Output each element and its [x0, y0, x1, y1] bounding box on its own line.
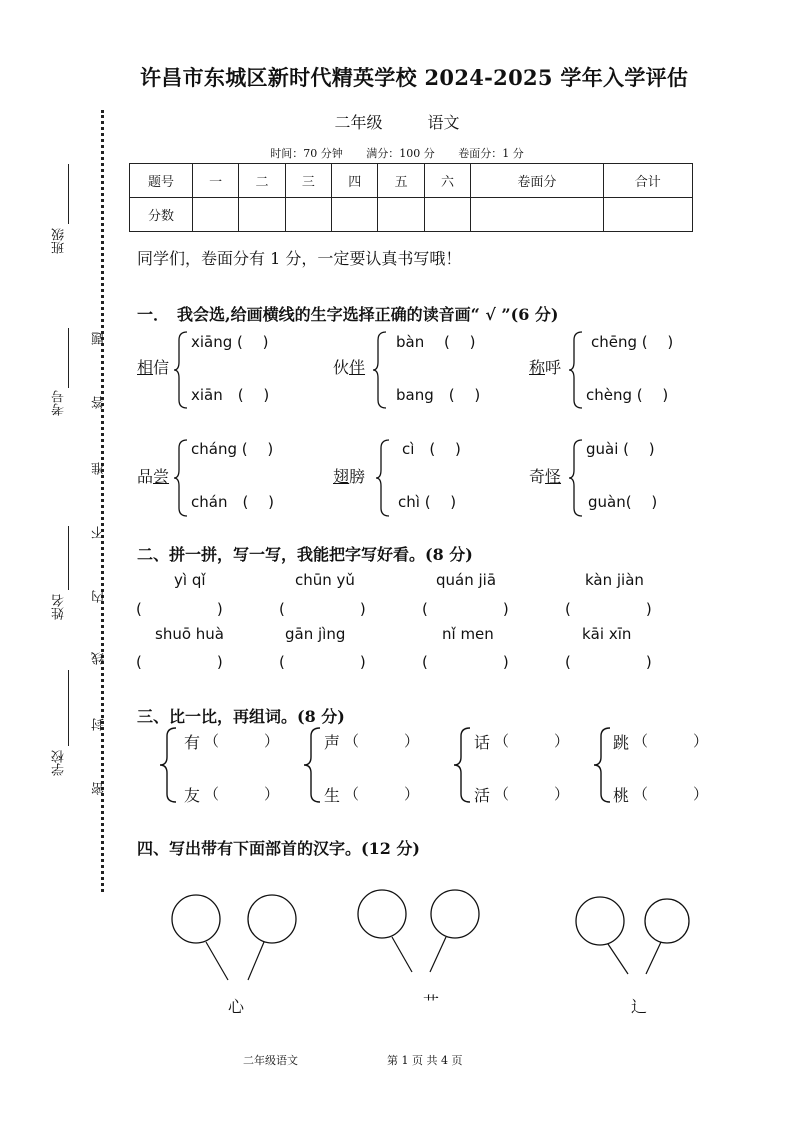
left-brace-icon	[568, 438, 584, 518]
score-cell: 题号	[130, 164, 193, 198]
score-table	[129, 163, 693, 232]
pinyin-option[interactable]: cháng ( )	[191, 440, 274, 458]
notice-text: 同学们，卷面分有 1 分，一定要认真书写哦！	[137, 249, 462, 268]
left-brace-icon	[173, 438, 189, 518]
answer-blank[interactable]: ( )	[565, 653, 652, 671]
radical-char: 辶	[631, 997, 648, 1016]
score-row-label: 分数	[130, 198, 193, 232]
radical-group-walk	[576, 897, 689, 974]
pinyin-option[interactable]: chán ( )	[191, 493, 274, 511]
radical-group-heart	[172, 895, 296, 980]
connector-line	[392, 937, 412, 972]
answer-blank[interactable]: （ ）	[204, 732, 280, 750]
score-table-score-row	[130, 198, 693, 232]
connector-line	[248, 942, 264, 980]
left-brace-icon	[173, 330, 189, 410]
answer-circle[interactable]	[576, 897, 624, 945]
score-input-cell[interactable]	[603, 198, 692, 232]
answer-blank[interactable]: （ ）	[494, 785, 570, 803]
seal-char: 内	[92, 590, 107, 603]
compare-char: 有	[184, 733, 201, 752]
score-cell: 三	[285, 164, 331, 198]
left-brace-icon	[452, 726, 472, 804]
margin-fill-line[interactable]	[68, 670, 69, 746]
seal-char: 线	[92, 652, 107, 665]
score-input-cell[interactable]	[378, 198, 424, 232]
compare-char: 生	[324, 786, 341, 805]
radical-char: 心	[228, 997, 245, 1016]
word-item: 相信	[137, 358, 170, 377]
exam-subtitle	[0, 110, 794, 133]
pinyin-option[interactable]: xiāng ( )	[191, 333, 269, 351]
answer-blank[interactable]: ( )	[565, 600, 652, 618]
answer-blank[interactable]: （ ）	[204, 785, 280, 803]
left-brace-icon	[592, 726, 612, 804]
margin-label-exam-number: 考号	[52, 390, 67, 416]
connector-line	[430, 937, 446, 972]
score-cell: 二	[239, 164, 285, 198]
pinyin-prompt: kāi xīn	[582, 625, 632, 643]
pinyin-option[interactable]: chèng ( )	[586, 386, 669, 404]
answer-circle[interactable]	[248, 895, 296, 943]
pinyin-option[interactable]: chì ( )	[398, 493, 457, 511]
left-brace-icon	[372, 330, 388, 410]
seal-char: 准	[92, 462, 107, 475]
score-cell: 四	[332, 164, 378, 198]
seal-char: 不	[92, 526, 107, 539]
answer-blank[interactable]: ( )	[136, 653, 223, 671]
word-item: 翅膀	[333, 467, 366, 486]
word-item: 称呼	[529, 358, 562, 377]
section4-title: 四、写出带有下面部首的汉字。(12 分)	[137, 839, 420, 858]
pinyin-option[interactable]: xiān ( )	[191, 386, 270, 404]
compare-char: 活	[474, 786, 491, 805]
margin-fill-line[interactable]	[68, 328, 69, 388]
pinyin-prompt: nǐ men	[442, 625, 494, 643]
subject-label: 语文	[427, 113, 460, 132]
word-item: 品尝	[137, 467, 170, 486]
score-cell: 五	[378, 164, 424, 198]
pinyin-option[interactable]: cì ( )	[402, 440, 461, 458]
pinyin-prompt: gān jìng	[285, 625, 346, 643]
seal-char: 答	[92, 396, 107, 409]
score-table-header-row	[130, 164, 693, 198]
answer-blank[interactable]: ( )	[422, 600, 509, 618]
answer-blank[interactable]: （ ）	[344, 785, 420, 803]
score-input-cell[interactable]	[424, 198, 470, 232]
exam-meta	[0, 145, 794, 161]
left-brace-icon	[568, 330, 584, 410]
pinyin-option[interactable]: chēng ( )	[591, 333, 674, 351]
answer-blank[interactable]: ( )	[136, 600, 223, 618]
compare-char: 友	[184, 786, 201, 805]
exam-title: 许昌市东城区新时代精英学校 2024-2025 学年入学评估	[140, 65, 689, 90]
answer-circle[interactable]	[172, 895, 220, 943]
score-cell: 六	[424, 164, 470, 198]
margin-fill-line[interactable]	[68, 526, 69, 590]
compare-char: 话	[474, 733, 491, 752]
left-brace-icon	[375, 438, 391, 518]
score-input-cell[interactable]	[239, 198, 285, 232]
answer-circle[interactable]	[645, 899, 689, 943]
answer-blank[interactable]: （ ）	[344, 732, 420, 750]
score-cell: 一	[193, 164, 239, 198]
section1-title: 一． 我会选,给画横线的生字选择正确的读音画“ √ ”(6 分)	[137, 305, 559, 324]
pinyin-prompt: quán jiā	[436, 571, 497, 589]
footer-page-number: 第 1 页 共 4 页	[387, 1054, 463, 1067]
meta-full-score: 满分：100 分	[366, 147, 435, 160]
margin-label-name: 姓名	[52, 594, 67, 620]
answer-circle[interactable]	[431, 890, 479, 938]
answer-blank[interactable]: （ ）	[633, 785, 709, 803]
pinyin-prompt: yì qǐ	[174, 571, 206, 589]
grade-label: 二年级	[334, 113, 383, 132]
connector-line	[206, 942, 228, 980]
word-item: 奇怪	[529, 467, 562, 486]
answer-blank[interactable]: ( )	[422, 653, 509, 671]
pinyin-option[interactable]: bàn ( )	[396, 333, 476, 351]
pinyin-prompt: shuō huà	[155, 625, 224, 643]
section3-title: 三、比一比，再组词。(8 分)	[137, 707, 345, 726]
margin-fill-line[interactable]	[68, 164, 69, 224]
pinyin-option[interactable]: guài ( )	[586, 440, 655, 458]
meta-time: 时间：70 分钟	[270, 147, 343, 160]
score-input-cell[interactable]	[285, 198, 331, 232]
answer-blank[interactable]: ( )	[279, 600, 366, 618]
margin-label-class: 班级	[52, 228, 67, 254]
pinyin-option[interactable]: guàn( )	[588, 493, 658, 511]
section2-title: 二、拼一拼，写一写，我能把字写好看。(8 分)	[137, 545, 473, 564]
word-item: 伙伴	[333, 358, 366, 377]
answer-circle[interactable]	[358, 890, 406, 938]
pinyin-prompt: chūn yǔ	[295, 571, 355, 589]
answer-blank[interactable]: （ ）	[494, 732, 570, 750]
compare-char: 桃	[613, 786, 630, 805]
meta-neatness-score: 卷面分：1 分	[458, 147, 524, 160]
connector-line	[608, 944, 628, 974]
seal-char: 题	[92, 332, 107, 345]
radical-char: 艹	[423, 993, 440, 1012]
score-cell: 卷面分	[471, 164, 603, 198]
left-brace-icon	[158, 726, 178, 804]
score-input-cell[interactable]	[193, 198, 239, 232]
margin-label-school: 学校	[52, 750, 67, 776]
compare-char: 声	[324, 733, 341, 752]
radical-group-grass	[358, 890, 479, 972]
seal-char: 密	[92, 782, 107, 795]
seal-dotted-line	[101, 110, 104, 892]
score-input-cell[interactable]	[332, 198, 378, 232]
answer-blank[interactable]: ( )	[279, 653, 366, 671]
pinyin-prompt: kàn jiàn	[585, 571, 644, 589]
footer-subject: 二年级语文	[243, 1054, 298, 1067]
answer-blank[interactable]: （ ）	[633, 732, 709, 750]
left-brace-icon	[302, 726, 322, 804]
score-cell: 合计	[603, 164, 692, 198]
score-input-cell[interactable]	[471, 198, 603, 232]
compare-char: 跳	[613, 733, 630, 752]
connector-line	[646, 942, 661, 974]
pinyin-option[interactable]: bang ( )	[396, 386, 481, 404]
seal-char: 封	[92, 718, 107, 731]
